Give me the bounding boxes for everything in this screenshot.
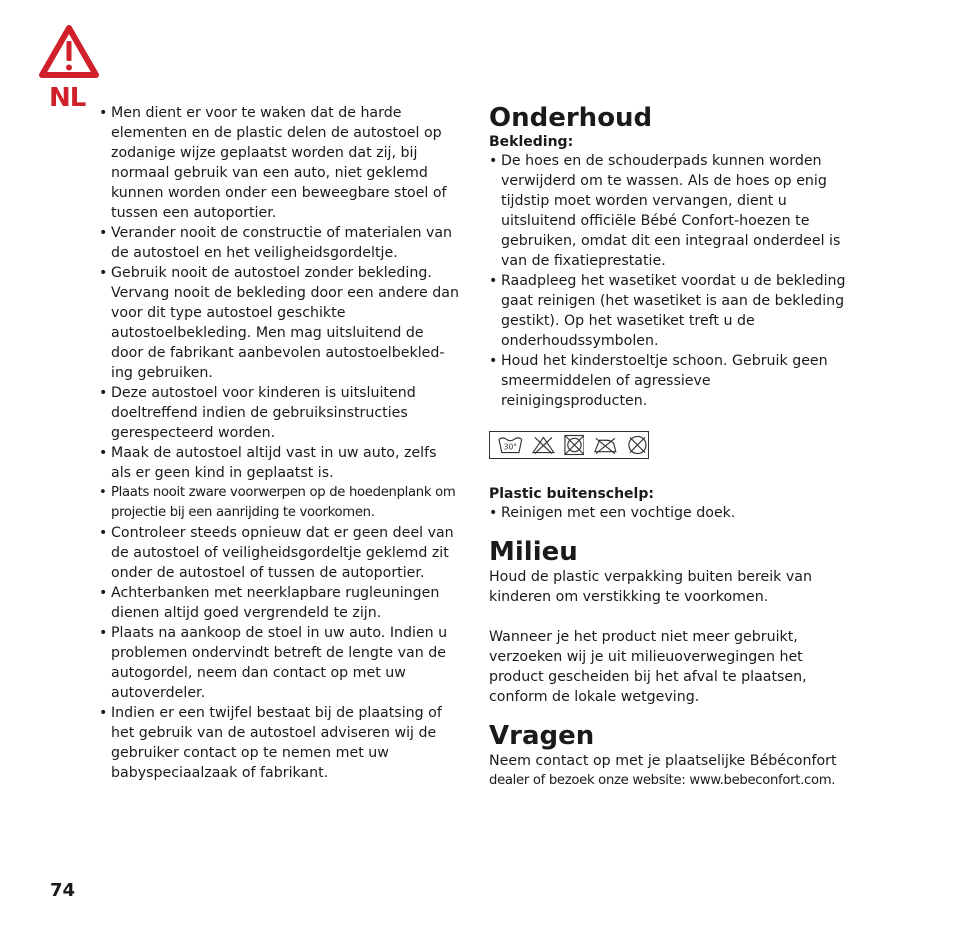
- list-item: • Controleer steeds opnieuw dat er geen deel van de autostoel of veiligheidsgordeltje geklemd zit onder de autostoel of tussen de autoportier.: [99, 523, 459, 583]
- wash-30-icon: [498, 435, 523, 455]
- bekleding-list: [489, 151, 849, 411]
- warning-triangle-icon: [37, 23, 101, 81]
- list-item: • Reinigen met een vochtige doek.: [489, 503, 849, 523]
- vragen-line: Neem contact op met je plaatselijke Bébéconfort: [489, 753, 837, 769]
- vragen-heading: Vragen: [489, 721, 595, 751]
- no-dry-clean-icon: [627, 434, 648, 456]
- care-symbols-label: [489, 431, 649, 459]
- onderhoud-heading: Onderhoud: [489, 103, 653, 133]
- list-item: • Indien er een twijfel bestaat bij de plaatsing of het gebruik van de autostoel adviseren wij de gebruiker contact op te nemen met uw babyspeciaalzaak of fabrikant.: [99, 703, 459, 783]
- list-item: • Plaats na aankoop de stoel in uw auto. Indien u problemen ondervindt betreft de lengte van de autogordel, neem dan contact op met uw autoverdeler.: [99, 623, 459, 703]
- list-item: • Maak de autostoel altijd vast in uw auto, zelfs als er geen kind in geplaatst is.: [99, 443, 459, 483]
- no-bleach-icon: [532, 435, 555, 455]
- maintenance-column: [489, 103, 849, 791]
- list-item: • Raadpleeg het wasetiket voordat u de bekleding gaat reinigen (het wasetiket is aan de bekleding gestikt). Op het wasetiket treft u de onderhoudssymbolen.: [489, 271, 849, 351]
- safety-warnings-list: [99, 103, 459, 783]
- plastic-list: [489, 503, 849, 523]
- milieu-paragraph: Wanneer je het product niet meer gebruikt, verzoeken wij je uit milieuoverwegingen het product gescheiden bij het afval te plaatsen, conform de lokale wetgeving.: [489, 629, 807, 705]
- bekleding-subheading: Bekleding:: [489, 134, 574, 150]
- list-item: • Deze autostoel voor kinderen is uitsluitend doeltreffend indien de gebruiksinstructies gerespecteerd worden.: [99, 383, 459, 443]
- list-item: • Achterbanken met neerklapbare rugleuningen dienen altijd goed vergrendeld te zijn.: [99, 583, 459, 623]
- list-item: • Verander nooit de constructie of materialen van de autostoel en het veiligheidsgordeltje.: [99, 223, 459, 263]
- svg-text:30°: 30°: [503, 442, 518, 452]
- plastic-subheading: Plastic buitenschelp:: [489, 486, 654, 502]
- list-item: • Men dient er voor te waken dat de harde elementen en de plastic delen de autostoel op zodanige wijze geplaatst worden dat zij, bij normaal gebruik van een auto, niet geklemd kunnen worden onder een beweegbare stoel of tussen een autoportier.: [99, 103, 459, 223]
- no-tumble-dry-icon: [564, 434, 585, 456]
- language-label: NL: [49, 83, 86, 113]
- milieu-heading: Milieu: [489, 537, 578, 567]
- list-item: • De hoes en de schouderpads kunnen worden verwijderd om te wassen. Als de hoes op enig tijdstip moet worden vervangen, dient u uitsluitend officiële Bébé Confort-hoezen te gebruiken, omdat dit een integraal onderdeel is van de fixatieprestatie.: [489, 151, 849, 271]
- vragen-line: dealer of bezoek onze website: www.bebeconfort.com.: [489, 773, 836, 788]
- list-item: • Gebruik nooit de autostoel zonder bekleding. Vervang nooit de bekleding door een andere dan voor dit type autostoel geschikte autostoelbekleding. Men mag uitsluitend de door de fabrikant aanbevolen autostoelbekled-ing gebruiken.: [99, 263, 459, 383]
- list-item: • Houd het kinderstoeltje schoon. Gebruik geen smeermiddelen of agressieve reinigingsproducten.: [489, 351, 849, 411]
- page-number: 74: [50, 880, 76, 901]
- milieu-paragraph: Houd de plastic verpakking buiten bereik van kinderen om verstikking te voorkomen.: [489, 569, 812, 605]
- safety-warnings-column: [99, 103, 459, 783]
- list-item: • Plaats nooit zware voorwerpen op de hoedenplank om projectie bij een aanrijding te voorkomen.: [99, 483, 459, 523]
- no-iron-icon: [593, 435, 618, 455]
